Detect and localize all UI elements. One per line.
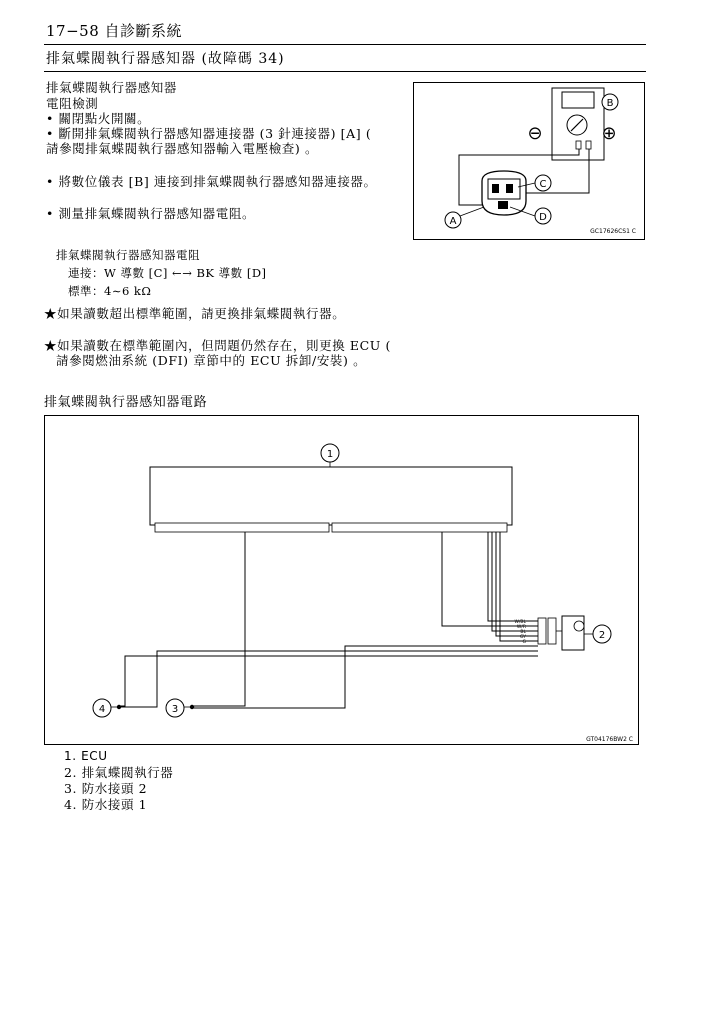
joint-4-dot xyxy=(117,705,121,709)
actuator-connector-b xyxy=(548,618,556,644)
minus-icon: ⊖ xyxy=(527,123,543,144)
circuit-illustration xyxy=(45,416,638,744)
circuit-heading: 排氣蝶閥執行器感知器電路 xyxy=(44,395,208,410)
callout-3-label: 3 xyxy=(171,704,179,715)
callout-d-label: D xyxy=(539,212,547,223)
note-replace-actuator: ★如果讀數超出標準範圍，請更換排氣蝶閥執行器。 xyxy=(44,306,346,321)
step-1: • 關閉點火開關。 xyxy=(46,111,151,126)
subtitle-rule xyxy=(44,71,646,72)
ecu-connector-left xyxy=(155,523,329,532)
figure1-code: GC17626CS1 C xyxy=(590,228,636,235)
legend-item-3: 3. 防水接頭 2 xyxy=(64,781,148,796)
multimeter-figure xyxy=(413,82,645,240)
figure2-code: GT04176BW2 C xyxy=(586,736,633,743)
wire-return-joint4-b xyxy=(119,656,538,706)
wire-bl xyxy=(492,532,538,631)
step-4: • 測量排氣蝶閥執行器感知器電阻。 xyxy=(46,206,256,221)
connector-pin-w xyxy=(506,184,513,193)
spec-connection: 連接：W 導數 [C] ←→ BK 導數 [D] xyxy=(68,266,267,280)
callout-2-label: 2 xyxy=(598,630,606,641)
callout-a-label: A xyxy=(449,216,457,227)
note-replace-ecu: ★如果讀數在標準範圍內，但問題仍然存在，則更換 ECU ( xyxy=(44,338,391,353)
plus-icon: ⊕ xyxy=(601,123,617,144)
wire-label-w-bl: W/BL xyxy=(514,620,526,625)
ecu-connector-right xyxy=(332,523,507,532)
wire-return-joint4 xyxy=(119,651,538,707)
connector-pin-d xyxy=(498,201,508,209)
wire-label-g: G xyxy=(522,640,526,645)
wire-to-joint3 xyxy=(193,532,245,706)
leader-a xyxy=(460,207,484,216)
step-2-cont: 請參閱排氣蝶閥執行器感知器輸入電壓檢查) 。 xyxy=(46,141,319,156)
section1-subheading: 電阻檢測 xyxy=(46,96,99,111)
motor-icon xyxy=(574,621,584,631)
legend-item-4: 4. 防水接頭 1 xyxy=(64,797,148,812)
wire-label-gy: GY xyxy=(519,635,526,640)
callout-4-label: 4 xyxy=(98,704,106,715)
legend-item-2: 2. 排氣蝶閥執行器 xyxy=(64,765,174,780)
legend-item-1: 1. ECU xyxy=(64,749,108,763)
callout-1-label: 1 xyxy=(326,449,334,460)
step-2: • 斷開排氣蝶閥執行器感知器連接器 (3 針連接器) [A] ( xyxy=(46,126,372,141)
joint-3-dot xyxy=(190,705,194,709)
connector-pin-c xyxy=(492,184,499,193)
callout-b-label: B xyxy=(606,98,614,109)
wire-w-r xyxy=(442,532,538,626)
header-rule xyxy=(44,44,646,45)
circuit-diagram xyxy=(44,415,639,745)
section1-heading: 排氣蝶閥執行器感知器 xyxy=(46,80,178,95)
section-subtitle: 排氣蝶閥執行器感知器 (故障碼 34) xyxy=(46,51,285,67)
meter-jack-2 xyxy=(586,141,591,149)
actuator-connector-a xyxy=(538,618,546,644)
multimeter-illustration xyxy=(414,83,644,239)
wire-label-bl: BL xyxy=(520,630,526,635)
spec-title: 排氣蝶閥執行器感知器電阻 xyxy=(56,248,200,262)
callout-c-label: C xyxy=(539,179,547,190)
step-3: • 將數位儀表 [B] 連接到排氣蝶閥執行器感知器連接器。 xyxy=(46,174,377,189)
meter-jack-1 xyxy=(576,141,581,149)
note-replace-ecu-cont: 請參閱燃油系統 (DFI) 章節中的 ECU 拆卸/安裝) 。 xyxy=(56,353,367,368)
page-title: 17−58 自診斷系統 xyxy=(46,22,183,40)
ecu-box xyxy=(150,467,512,525)
meter-display xyxy=(562,92,594,108)
wire-label-w-r: W/R xyxy=(516,625,526,630)
spec-standard: 標準：4∼6 kΩ xyxy=(68,284,152,298)
